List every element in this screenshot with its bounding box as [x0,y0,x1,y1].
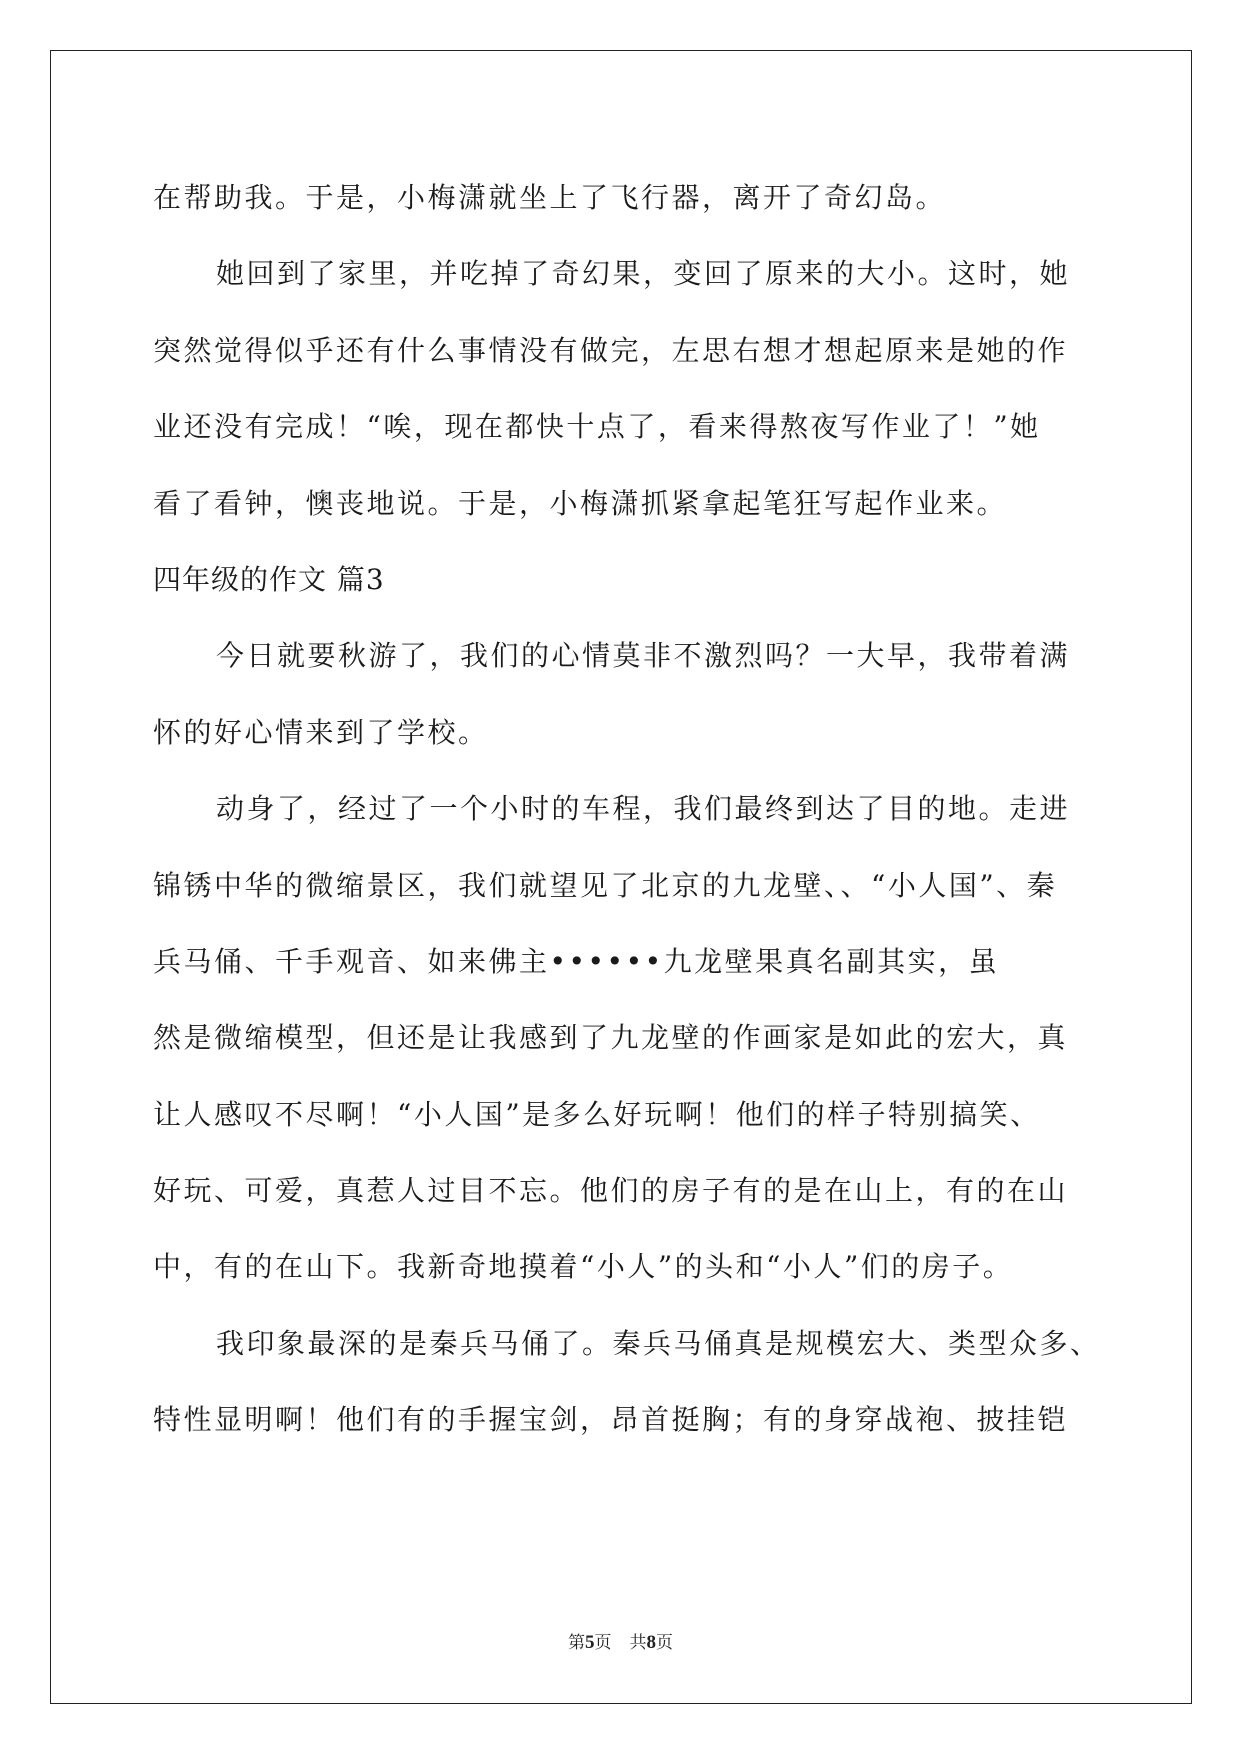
text-line: 她回到了家里，并吃掉了奇幻果，变回了原来的大小。这时，她 [216,257,1071,291]
text-line: 中，有的在山下。我新奇地摸着“小人”的头和“小人”们的房子。 [153,1250,1014,1284]
text-line: 然是微缩模型，但还是让我感到了九龙壁的作画家是如此的宏大，真 [153,1021,1069,1055]
total-suffix: 页 [656,1633,673,1653]
page-prefix: 第 [568,1633,585,1653]
total-page-count: 8 [646,1632,656,1653]
page-suffix: 页 [594,1633,612,1653]
text-line: 动身了，经过了一个小时的车程，我们最终到达了目的地。走进 [216,792,1071,826]
text-line: 我印象最深的是秦兵马俑了。秦兵马俑真是规模宏大、类型众多、 [216,1326,1101,1360]
document-body [153,160,1101,1459]
text-line: 特性显明啊！他们有的手握宝剑，昂首挺胸；有的身穿战袍、披挂铠 [153,1403,1069,1437]
text-line: 兵马俑、千手观音、如来佛主••••••九龙壁果真名副其实，虽 [153,944,1000,978]
text-line: 在帮助我。于是，小梅潇就坐上了飞行器，离开了奇幻岛。 [153,181,947,214]
text-line: 今日就要秋游了，我们的心情莫非不激烈吗？一大早，我带着满 [216,639,1071,673]
text-line: 让人感叹不尽啊！“小人国”是多么好玩啊！他们的样子特别搞笑、 [153,1097,1041,1131]
text-line: 锦锈中华的微缩景区，我们就望见了北京的九龙壁、、“小人国”、秦 [153,868,1058,902]
text-line: 业还没有完成！“唉，现在都快十点了，看来得熬夜写作业了！”她 [153,410,1041,444]
total-prefix: 共 [629,1633,647,1653]
text-line: 怀的好心情来到了学校。 [153,715,489,749]
current-page-number: 5 [585,1632,595,1653]
text-line: 突然觉得似乎还有什么事情没有做完，左思右想才想起原来是她的作 [153,333,1069,367]
text-line: 好玩、可爱，真惹人过目不忘。他们的房子有的是在山上，有的在山 [153,1174,1069,1208]
page-number-footer [0,1628,1241,1654]
section-heading: 四年级的作文 篇3 [153,562,385,596]
text-line: 看了看钟，懊丧地说。于是，小梅潇抓紧拿起笔狂写起作业来。 [153,486,1008,520]
